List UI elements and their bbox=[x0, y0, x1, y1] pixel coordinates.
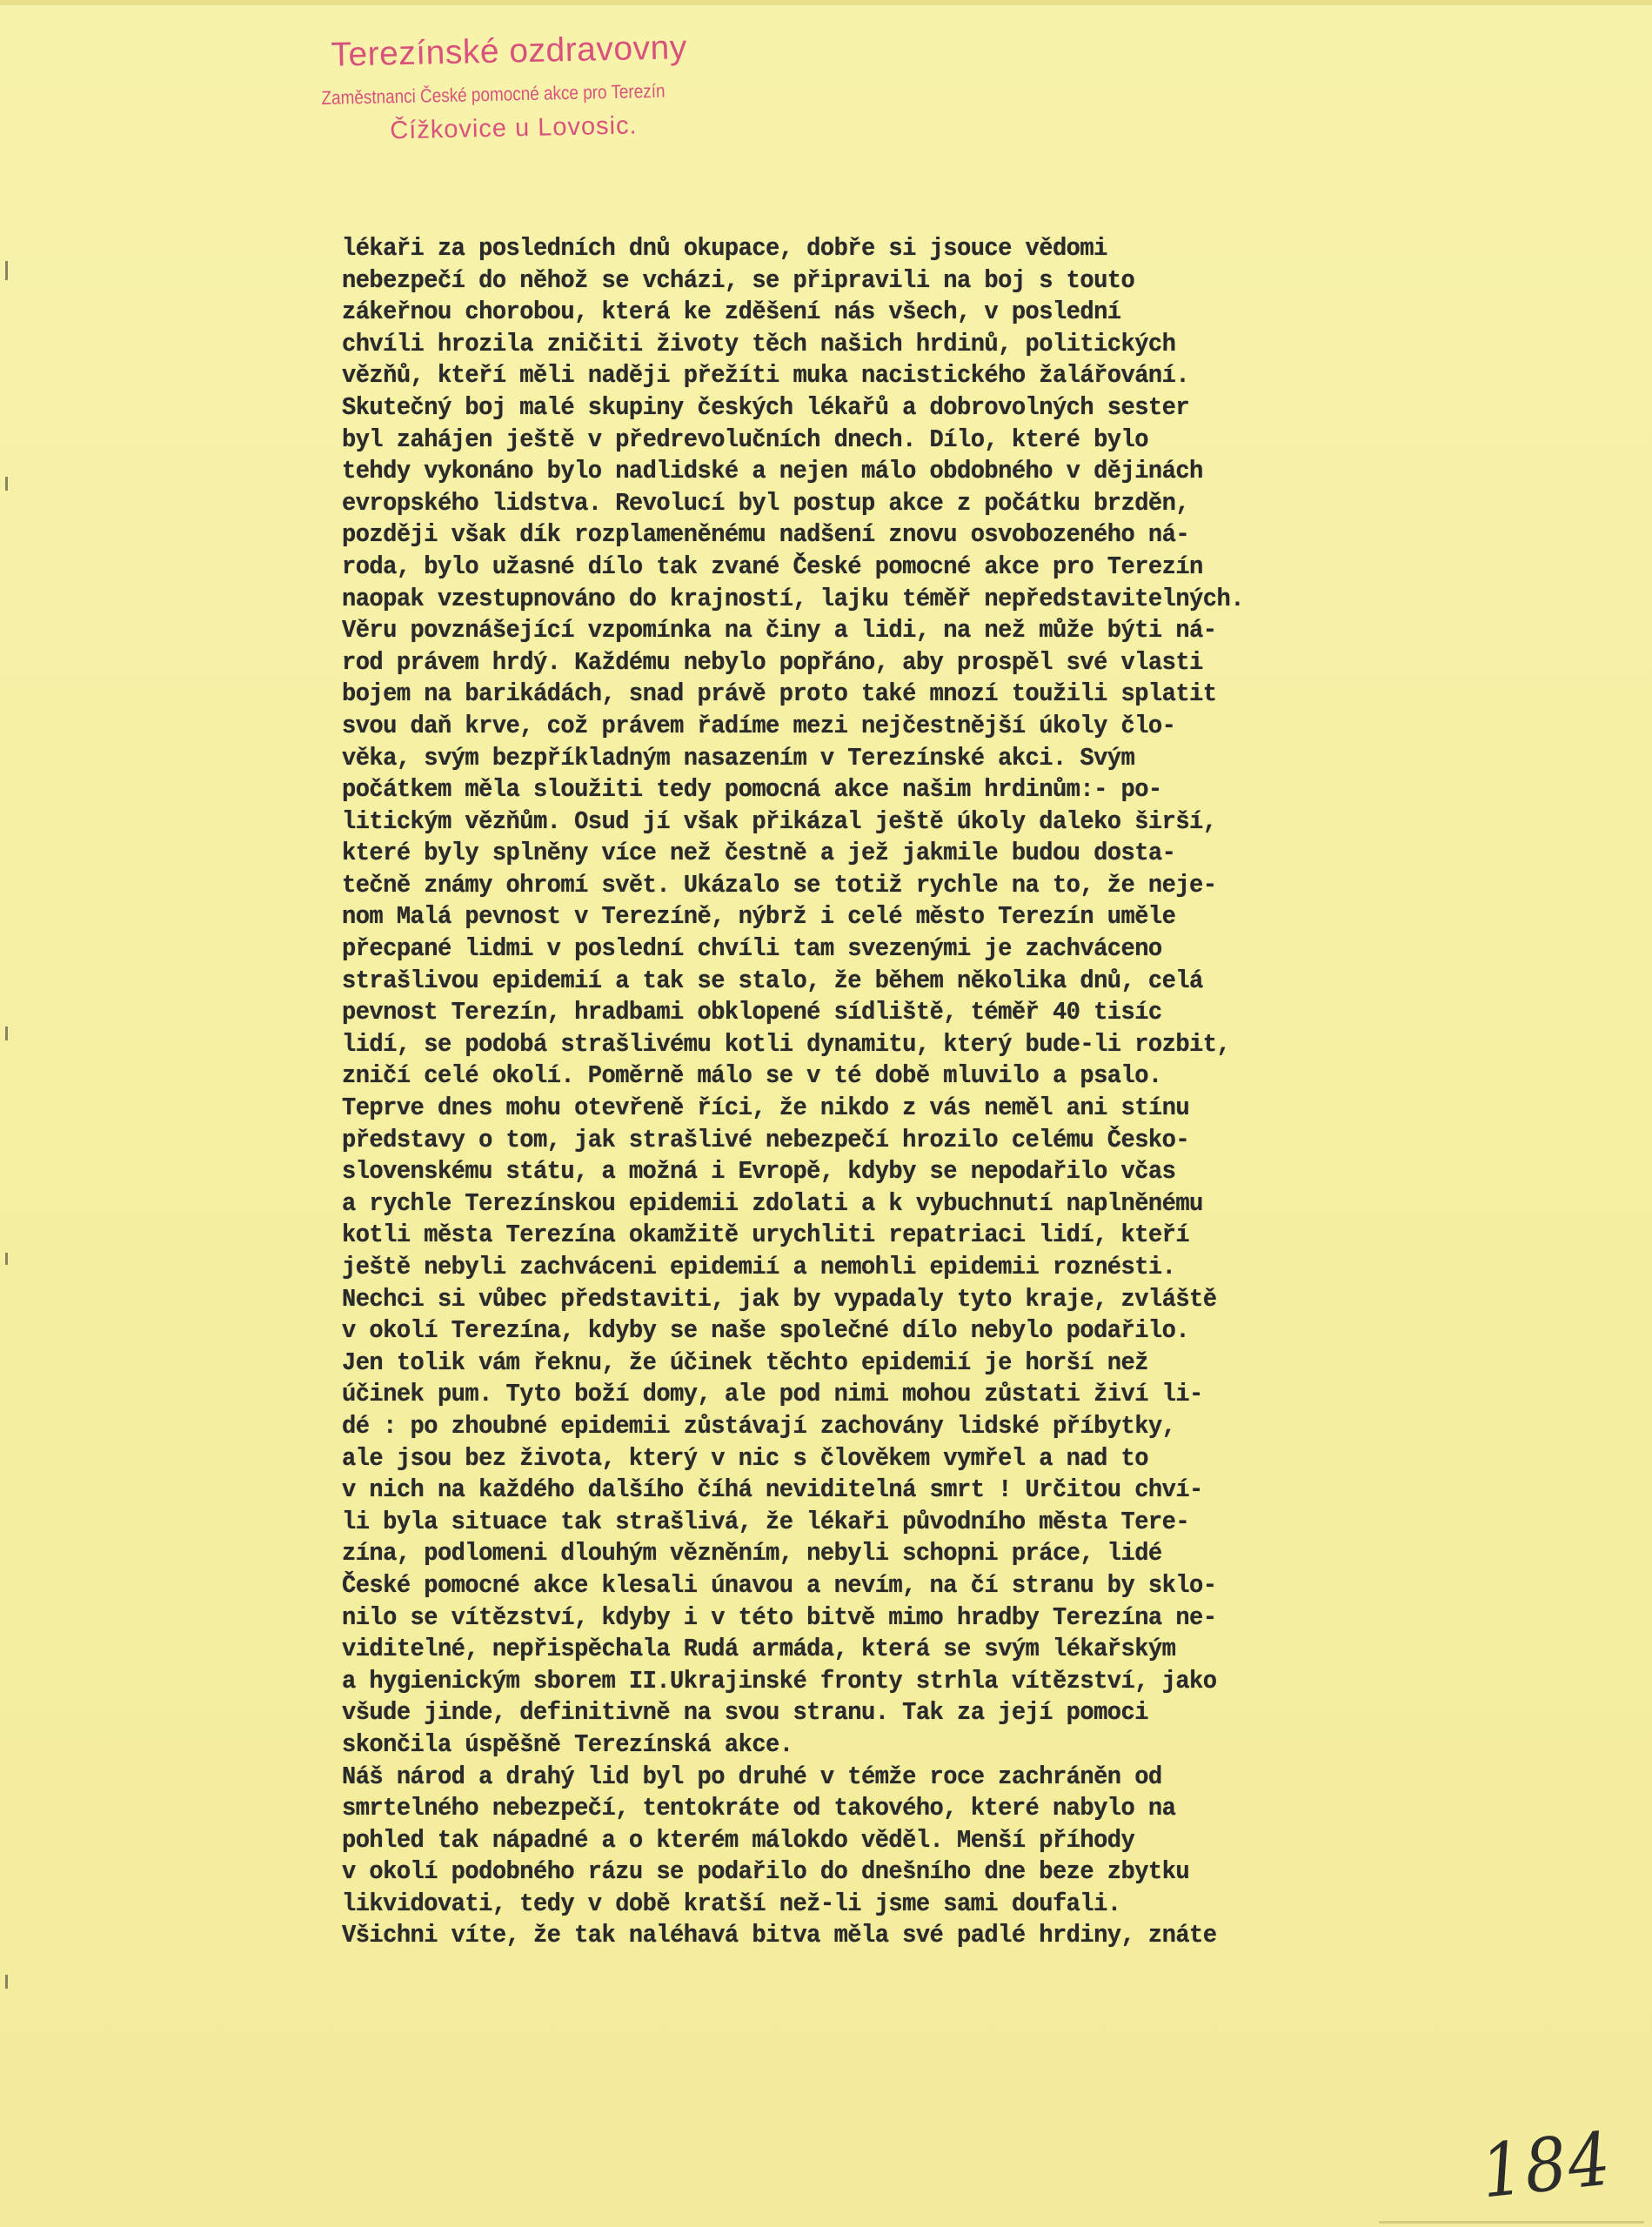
text-line: zničí celé okolí. Poměrně málo se v té době mluvilo a psalo. bbox=[342, 1061, 1162, 1091]
text-line: Jen tolik vám řeknu, že účinek těchto epidemií je horší než bbox=[342, 1348, 1148, 1377]
text-line: viditelné, nepřispěchala Rudá armáda, která se svým lékařským bbox=[342, 1635, 1176, 1664]
text-line: rod právem hrdý. Každému nebylo popřáno, aby prospěl své vlasti bbox=[342, 647, 1203, 677]
text-line: Náš národ a drahý lid byl po druhé v témže roce zachráněn od bbox=[342, 1762, 1162, 1791]
text-line: chvíli hrozila zničiti životy těch našich hrdinů, politických bbox=[342, 329, 1176, 358]
text-line: smrtelného nebezpečí, tentokráte od takového, které nabylo na bbox=[342, 1794, 1176, 1823]
text-line: nom Malá pevnost v Terezíně, nýbrž i celé město Terezín uměle bbox=[342, 902, 1176, 932]
margin-mark bbox=[5, 1253, 8, 1265]
text-line: byl zahájen ještě v předrevolučních dnech. Dílo, které bylo bbox=[342, 425, 1148, 454]
text-line: slovenskému státu, a možná i Evropě, kdyby se nepodařilo včas bbox=[342, 1157, 1176, 1187]
text-line: a hygienickým sborem II.Ukrajinské fronty strhla vítězství, jako bbox=[342, 1666, 1217, 1695]
text-line: věka, svým bezpříkladným nasazením v Terezínské akci. Svým bbox=[342, 743, 1135, 772]
text-line: pevnost Terezín, hradbami obklopené sídliště, téměř 40 tisíc bbox=[342, 998, 1162, 1027]
text-line: Teprve dnes mohu otevřeně říci, že nikdo z vás neměl ani stínu bbox=[342, 1093, 1190, 1123]
text-line: naopak vzestupnováno do krajností, lajku téměř nepředstavitelných. bbox=[342, 584, 1244, 613]
text-line: účinek pum. Tyto boží domy, ale pod nimi mohou zůstati živí li- bbox=[342, 1380, 1203, 1409]
text-line: tečně známy ohromí svět. Ukázalo se totiž rychle na to, že neje- bbox=[342, 870, 1217, 899]
text-line: li byla situace tak strašlivá, že lékaři původního města Tere- bbox=[342, 1507, 1190, 1536]
text-line: Skutečný boj malé skupiny českých lékařů a dobrovolných sester bbox=[342, 392, 1190, 422]
margin-mark bbox=[5, 261, 8, 280]
text-line: kotli města Terezína okamžitě urychliti repatriaci lidí, kteří bbox=[342, 1221, 1190, 1250]
text-line: evropského lidstva. Revolucí byl postup akce z počátku brzděn, bbox=[342, 488, 1190, 518]
text-line: svou daň krve, což právem řadíme mezi nejčestnější úkoly člo- bbox=[342, 711, 1176, 740]
text-line: Všichni víte, že tak naléhavá bitva měla své padlé hrdiny, znáte bbox=[342, 1921, 1217, 1950]
page-bottom-shade bbox=[1379, 2221, 1644, 2224]
margin-mark bbox=[5, 477, 8, 491]
institution-stamp bbox=[320, 27, 775, 154]
text-line: České pomocné akce klesali únavou a nevím, na čí stranu by sklo- bbox=[342, 1570, 1217, 1600]
text-line: a rychle Terezínskou epidemii zdolati a k vybuchnutí naplněnému bbox=[342, 1188, 1203, 1218]
text-line: pohled tak nápadné a o kterém málokdo věděl. Menší příhody bbox=[342, 1825, 1135, 1855]
text-line: později však dík rozplameněnému nadšení znovu osvobozeného ná- bbox=[342, 520, 1190, 550]
text-line: všude jinde, definitivně na svou stranu. Tak za její pomoci bbox=[342, 1698, 1148, 1728]
text-line: strašlivou epidemií a tak se stalo, že během několika dnů, celá bbox=[342, 966, 1203, 995]
text-line: nilo se vítězství, kdyby i v této bitvě mimo hradby Terezína ne- bbox=[342, 1602, 1217, 1632]
text-line: tehdy vykonáno bylo nadlidské a nejen málo obdobného v dějinách bbox=[342, 457, 1203, 486]
stamp-location: Čížkovice u Lovosic. bbox=[389, 111, 638, 145]
text-line: lidí, se podobá strašlivému kotli dynamitu, který bude-li rozbit, bbox=[342, 1029, 1231, 1059]
text-line: ještě nebyli zachváceni epidemií a nemohli epidemii roznésti. bbox=[342, 1253, 1176, 1281]
typewritten-body bbox=[342, 233, 1647, 1952]
text-line: nebezpečí do něhož se vcházi, se připravili na boj s touto bbox=[342, 265, 1135, 295]
stamp-title: Terezínské ozdravovny bbox=[330, 29, 688, 74]
text-line: představy o tom, jak strašlivé nebezpečí hrozilo celému Česko- bbox=[342, 1125, 1190, 1154]
text-line: Věru povznášející vzpomínka na činy a lidi, na než může býti ná- bbox=[342, 616, 1217, 645]
text-line: dé : po zhoubné epidemii zůstávají zachovány lidské příbytky, bbox=[342, 1411, 1176, 1441]
handwritten-page-number: 184 bbox=[1477, 2116, 1616, 2215]
text-line: počátkem měla sloužiti tedy pomocná akce našim hrdinům:- po- bbox=[342, 775, 1162, 805]
page-top-edge bbox=[0, 0, 1652, 5]
text-line: lékaři za posledních dnů okupace, dobře si jsouce vědomi bbox=[342, 234, 1107, 263]
text-line: Nechci si vůbec představiti, jak by vypadaly tyto kraje, zvláště bbox=[342, 1284, 1217, 1314]
margin-mark bbox=[5, 1975, 8, 1989]
text-line: v okolí podobného rázu se podařilo do dnešního dne beze zbytku bbox=[342, 1857, 1190, 1887]
text-line: ale jsou bez života, který v nic s člověkem vymřel a nad to bbox=[342, 1443, 1148, 1473]
text-line: zína, podlomeni dlouhým vězněním, nebyli schopni práce, lidé bbox=[342, 1539, 1162, 1568]
text-line: přecpané lidmi v poslední chvíli tam svezenými je zachváceno bbox=[342, 934, 1162, 964]
stamp-subtitle: Zaměstnanci České pomocné akce pro Terezín bbox=[321, 79, 665, 109]
text-line: litickým vězňům. Osud jí však přikázal ještě úkoly daleko širší, bbox=[342, 806, 1217, 836]
text-line: vězňů, kteří měli naději přežíti muka nacistického žalářování. bbox=[342, 361, 1190, 391]
text-line: v nich na každého dalšího číhá neviditelná smrt ! Určitou chví- bbox=[342, 1475, 1203, 1505]
text-line: které byly splněny více než čestně a jež jakmile budou dosta- bbox=[342, 839, 1176, 868]
text-line: zákeřnou chorobou, která ke zděšení nás všech, v poslední bbox=[342, 298, 1121, 327]
text-line: v okolí Terezína, kdyby se naše společné dílo nebylo podařilo. bbox=[342, 1316, 1190, 1346]
margin-mark bbox=[5, 1027, 8, 1040]
text-line: bojem na barikádách, snad právě proto také mnozí toužili splatit bbox=[342, 679, 1217, 709]
text-line: roda, bylo užasné dílo tak zvané České pomocné akce pro Terezín bbox=[342, 552, 1203, 581]
text-line: skončila úspěšně Terezínská akce. bbox=[342, 1729, 793, 1759]
text-line: likvidovati, tedy v době kratší než-li jsme sami doufali. bbox=[342, 1889, 1121, 1918]
